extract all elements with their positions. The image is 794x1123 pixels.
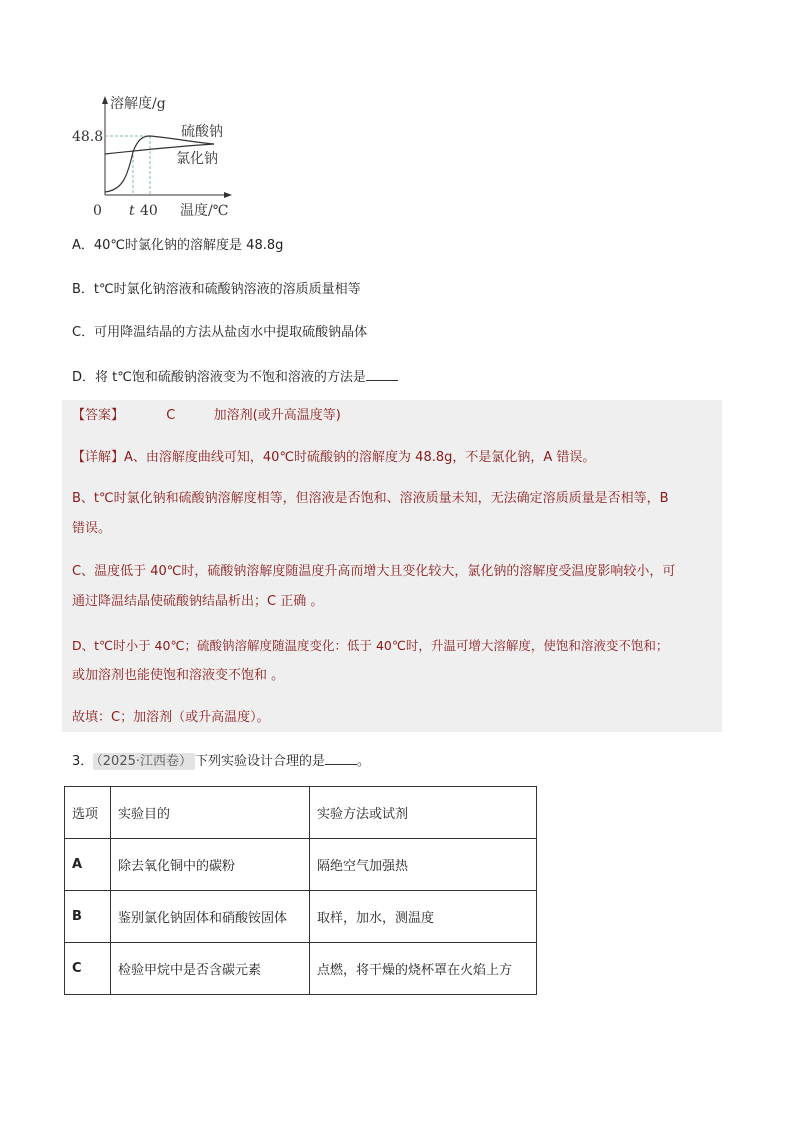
- row-c-purpose: 检验甲烷中是否含碳元素: [111, 943, 310, 995]
- row-a-purpose: 除去氧化铜中的碳粉: [111, 839, 310, 891]
- x-axis-arrow: [224, 192, 232, 198]
- row-c-method: 点燃，将干燥的烧杯罩在火焰上方: [310, 943, 537, 995]
- row-c-option: C: [65, 943, 111, 995]
- detail-c-line2: 通过降温结晶使硫酸钠结晶析出；C 正确 。: [72, 594, 324, 609]
- option-d: [72, 366, 398, 388]
- question-number: 3．: [72, 754, 94, 769]
- header-method: 实验方法或试剂: [310, 787, 537, 839]
- detail-b-line2: 错误。: [72, 521, 112, 536]
- origin-label: 0: [93, 203, 102, 219]
- table-row: [65, 839, 537, 891]
- option-c: C．可用降温结晶的方法从盐卤水中提取硫酸钠晶体: [72, 325, 368, 340]
- row-b-method: 取样，加水，测温度: [310, 891, 537, 943]
- detail-d-line1: D、t℃时小于 40℃；硫酸钠溶解度随温度变化：低于 40℃时，升温可增大溶解度，使饱和溶液变不饱和；: [72, 638, 669, 653]
- question-3: [72, 750, 370, 772]
- table-row: [65, 891, 537, 943]
- table-header-row: [65, 787, 537, 839]
- header-option: 选项: [65, 787, 111, 839]
- y-value-label: 48.8: [72, 129, 104, 145]
- row-b-option: B: [65, 891, 111, 943]
- detail-a-text: A、由溶解度曲线可知，40℃时硫酸钠的溶解度为 48.8g，不是氯化钠，A 错误。: [124, 450, 596, 465]
- detail-a: [72, 448, 595, 468]
- table-row: [65, 943, 537, 995]
- experiment-table: [64, 786, 537, 995]
- row-a-option: A: [65, 839, 111, 891]
- detail-d-line2: 或加溶剂也能使饱和溶液变不饱和 。: [72, 668, 285, 683]
- answer-label: 【答案】: [72, 408, 125, 423]
- question-stem: 下列实验设计合理的是: [195, 754, 326, 769]
- x-axis-label: 温度/℃: [180, 203, 229, 219]
- y-axis-label: 溶解度/g: [110, 96, 166, 112]
- x-tick-40: 40: [140, 203, 158, 219]
- question-blank: [325, 750, 357, 765]
- detail-label: 【详解】: [72, 450, 125, 465]
- t-label: t: [129, 203, 135, 219]
- answer-line: [72, 406, 341, 426]
- question-end: 。: [357, 754, 371, 769]
- answer-fill: 加溶剂(或升高温度等): [213, 408, 341, 423]
- solubility-graph: [62, 90, 262, 225]
- detail-c-line1: C、温度低于 40℃时，硫酸钠溶解度随温度升高而增大且变化较大，氯化钠的溶解度受温度影响较小，可: [72, 564, 676, 579]
- detail-b-line1: B、t℃时氯化钠和硫酸钠溶解度相等，但溶液是否饱和、溶液质量未知，无法确定溶质质量是否相等，B: [72, 491, 669, 506]
- answer-choice: C: [166, 408, 176, 423]
- row-a-method: 隔绝空气加强热: [310, 839, 537, 891]
- curve-label-sodium-chloride: 氯化钠: [176, 151, 218, 167]
- option-d-text: D．将 t℃饱和硫酸钠溶液变为不饱和溶液的方法是: [72, 370, 366, 385]
- row-b-purpose: 鉴别氯化钠固体和硝酸铵固体: [111, 891, 310, 943]
- header-purpose: 实验目的: [111, 787, 310, 839]
- option-b: B．t℃时氯化钠溶液和硫酸钠溶液的溶质质量相等: [72, 282, 361, 297]
- conclusion: 故填：C；加溶剂（或升高温度）。: [72, 710, 270, 725]
- option-a: A．40℃时氯化钠的溶解度是 48.8g: [72, 238, 284, 253]
- y-axis-arrow: [102, 96, 108, 104]
- source-tag: （2025·江西卷）: [93, 753, 195, 770]
- curve-label-sodium-sulfate: 硫酸钠: [181, 124, 223, 140]
- answer-blank: [366, 366, 398, 381]
